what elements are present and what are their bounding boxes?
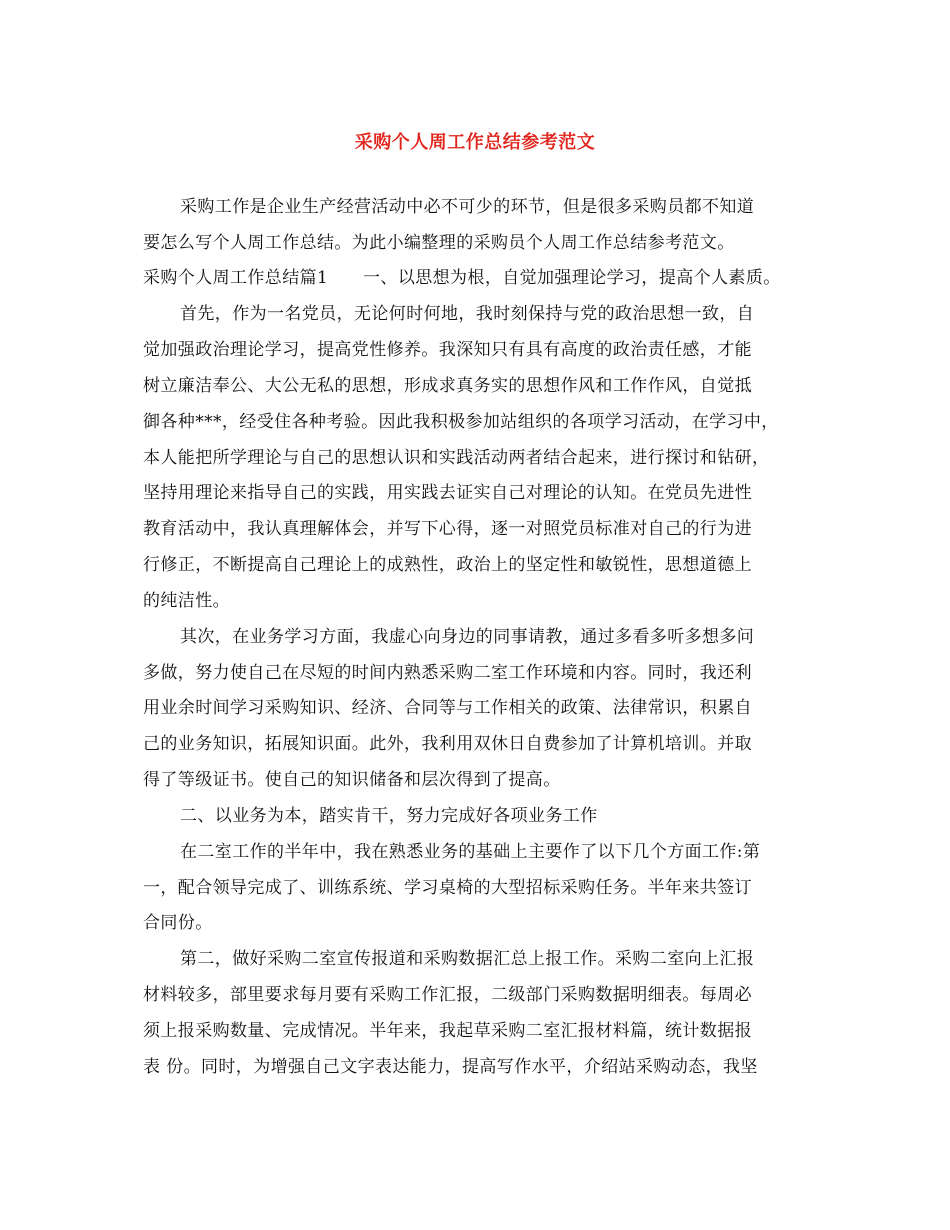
paragraph-line: 材料较多，部里要求每月要有采购工作汇报，二级部门采购数据明细表。每周必: [143, 985, 752, 1005]
paragraph-line: 须上报采购数量、完成情况。半年来，我起草采购二室汇报材料篇，统计数据报: [143, 1021, 752, 1041]
paragraph-line: 坚持用理论来指导自己的实践，用实践去证实自己对理论的认知。在党员先进性: [143, 483, 752, 503]
paragraph-line: 行修正，不断提高自己理论上的成熟性，政治上的坚定性和敏锐性，思想道德上: [143, 555, 752, 575]
paragraph-line: 己的业务知识，拓展知识面。此外，我利用双休日自费参加了计算机培训。并取: [143, 734, 752, 754]
paragraph-line: 多做，努力使自己在尽短的时间内熟悉采购二室工作环境和内容。同时，我还利: [143, 663, 752, 683]
paragraph-line: 教育活动中，我认真理解体会，并写下心得，逐一对照党员标准对自己的行为进: [143, 519, 752, 539]
paragraph-line: 用业余时间学习采购知识、经济、合同等与工作相关的政策、法律常识，积累自: [143, 698, 752, 718]
paragraph-line: 的纯洁性。: [143, 591, 230, 611]
paragraph-line: 采购工作是企业生产经营活动中必不可少的环节，但是很多采购员都不知道: [180, 197, 755, 217]
paragraph-line: 本人能把所学理论与自己的思想认识和实践活动两者结合起来，进行探讨和钻研，: [143, 448, 770, 468]
paragraph-line: 首先，作为一名党员，无论何时何地，我时刻保持与党的政治思想一致，自: [180, 304, 755, 324]
paragraph-line: 其次，在业务学习方面，我虚心向身边的同事请教，通过多看多听多想多问: [180, 627, 755, 647]
paragraph-line: 御各种***，经受住各种考验。因此我积极参加站组织的各项学习活动，在学习中，: [143, 412, 779, 432]
section-heading: 二、以业务为本，踏实肯干，努力完成好各项业务工作: [180, 806, 598, 826]
paragraph-line: 采购个人周工作总结篇1 一、以思想为根，自觉加强理论学习，提高个人素质。: [143, 268, 781, 288]
paragraph-line: 表 份。同时，为增强自己文字表达能力，提高写作水平，介绍站采购动态，我坚: [143, 1057, 758, 1077]
document-title: 采购个人周工作总结参考范文: [354, 132, 596, 153]
paragraph-line: 得了等级证书。使自己的知识储备和层次得到了提高。: [143, 770, 561, 790]
paragraph-line: 要怎么写个人周工作总结。为此小编整理的采购员个人周工作总结参考范文。: [143, 233, 735, 253]
paragraph-line: 觉加强政治理论学习，提高党性修养。我深知只有具有高度的政治责任感，才能: [143, 340, 752, 360]
paragraph-line: 树立廉洁奉公、大公无私的思想，形成求真务实的思想作风和工作作风，自觉抵: [143, 376, 752, 396]
paragraph-line: 第二，做好采购二室宣传报道和采购数据汇总上报工作。采购二室向上汇报: [180, 949, 755, 969]
paragraph-line: 一，配合领导完成了、训练系统、学习桌椅的大型招标采购任务。半年来共签订: [143, 878, 752, 898]
paragraph-line: 在二室工作的半年中，我在熟悉业务的基础上主要作了以下几个方面工作:第: [180, 842, 761, 862]
paragraph-line: 合同份。: [143, 913, 213, 933]
